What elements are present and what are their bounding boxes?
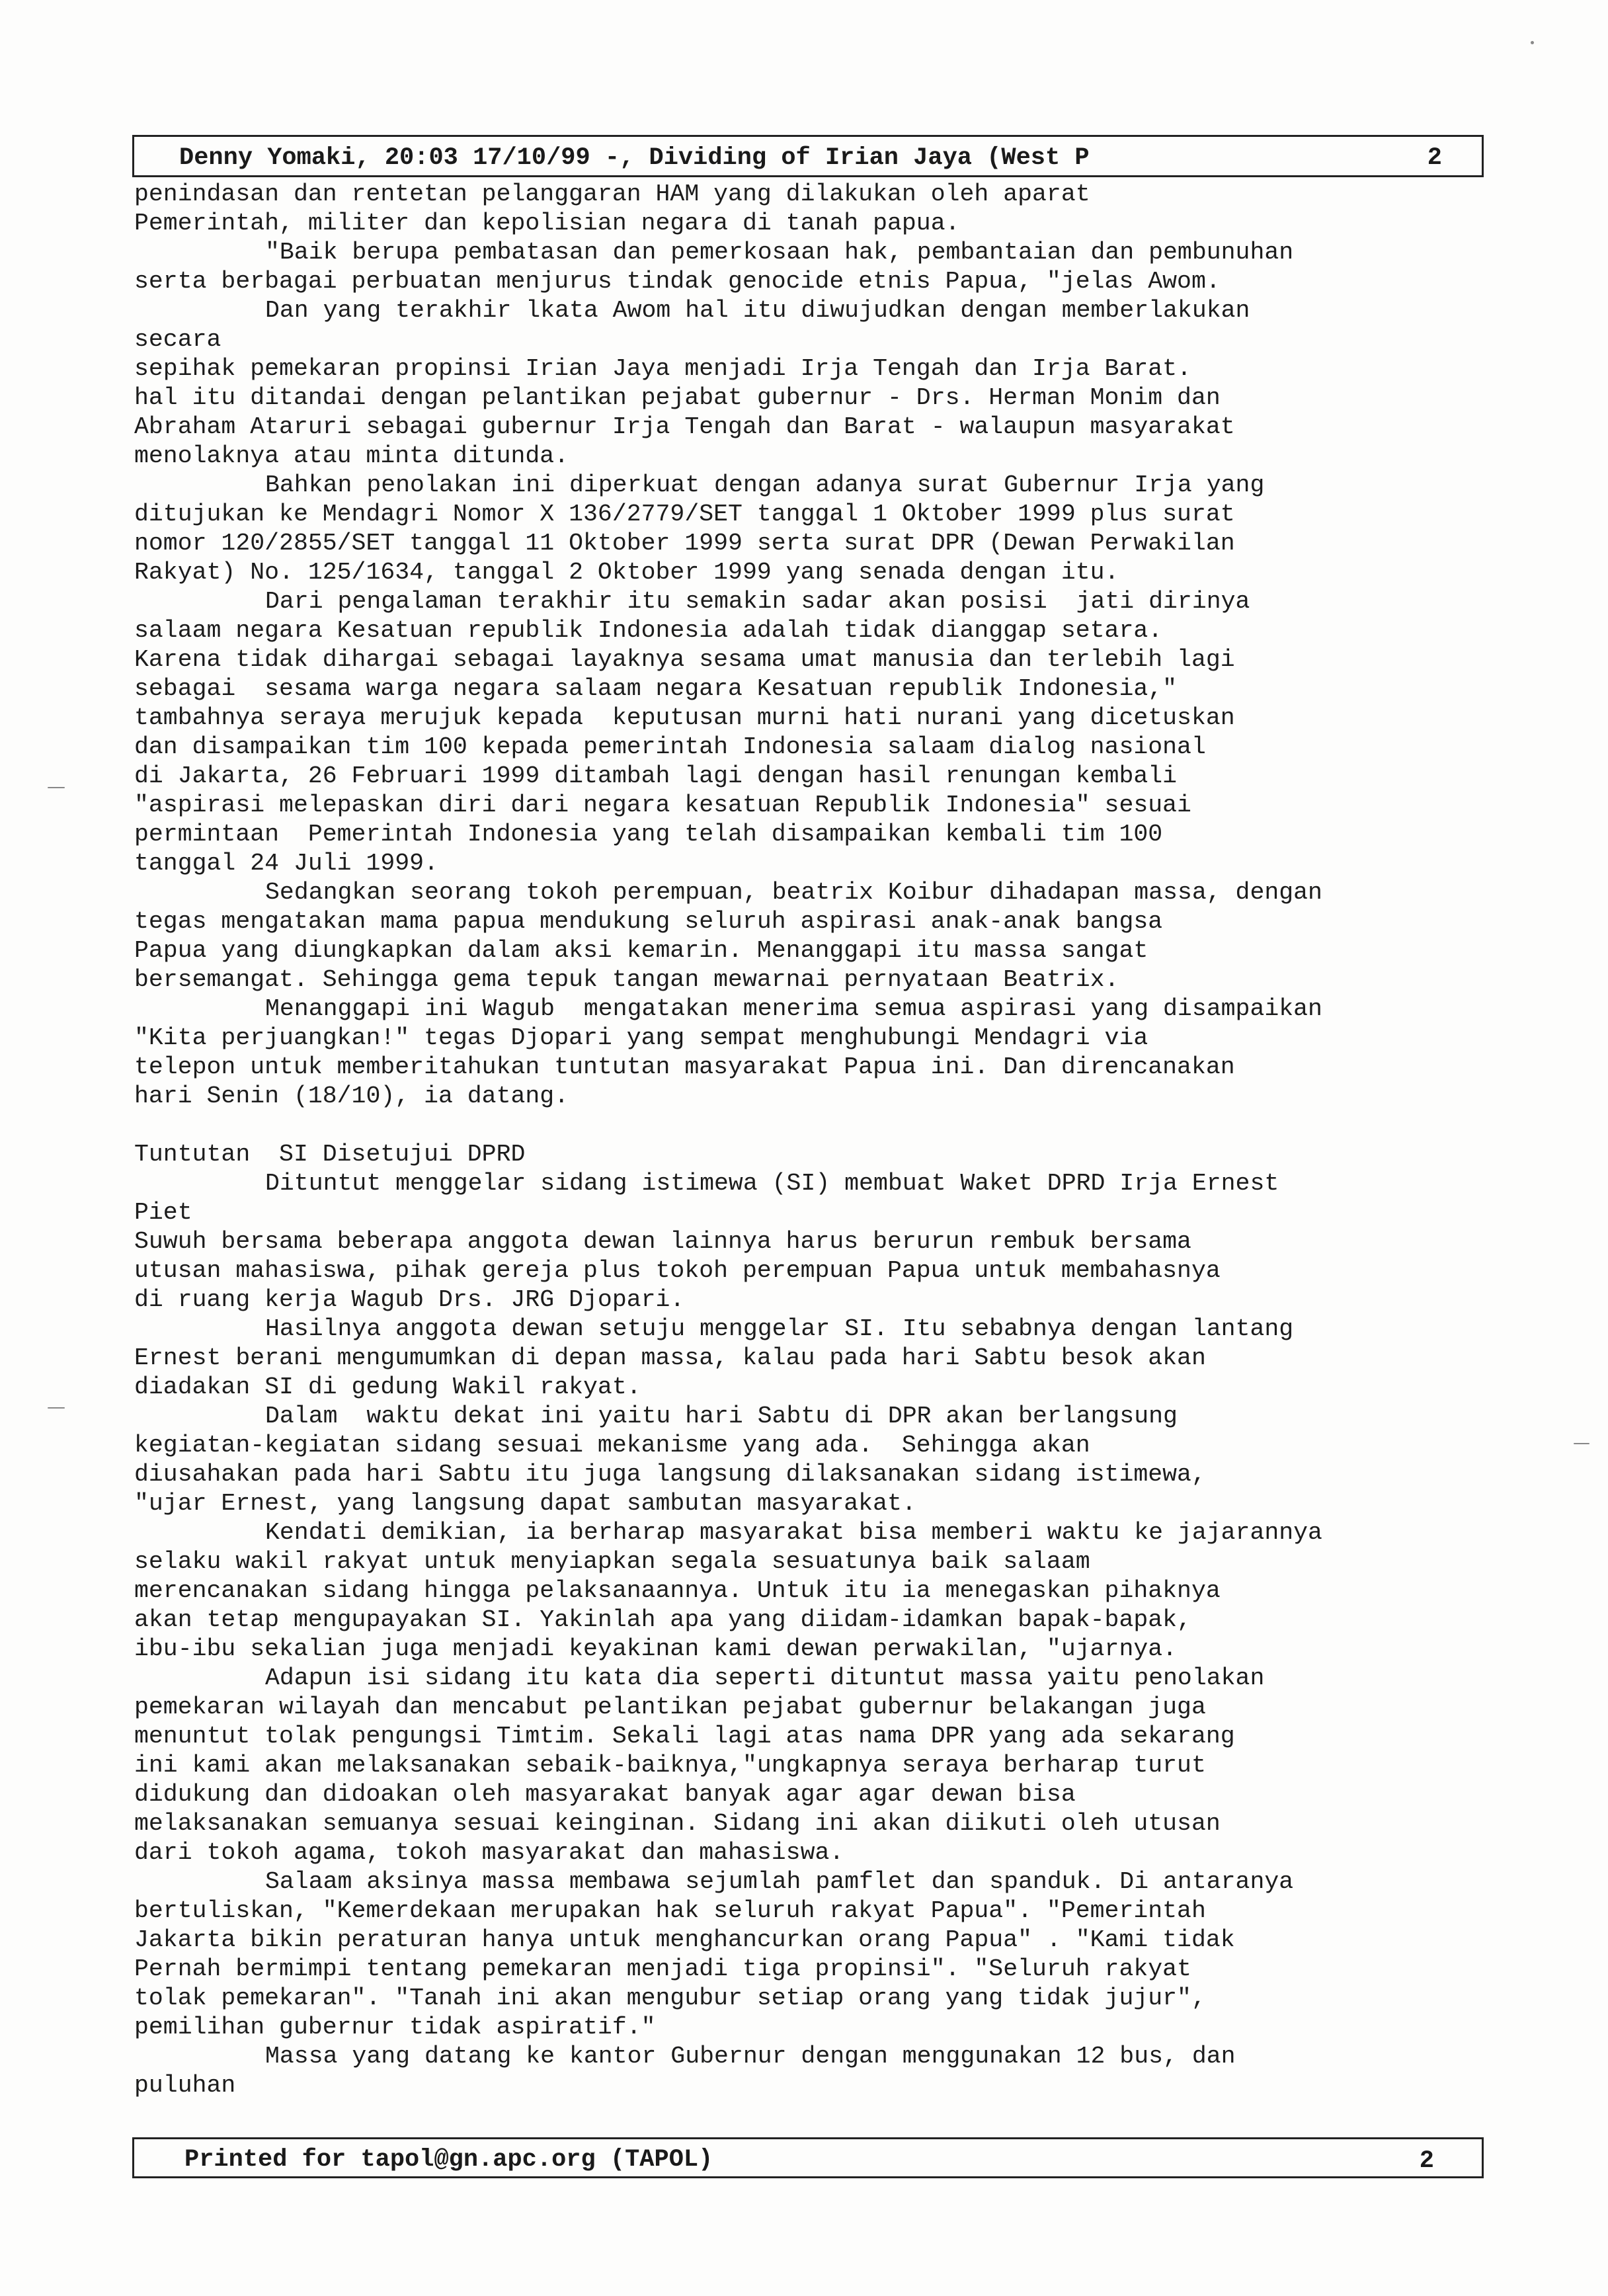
text-line: Dan yang terakhir lkata Awom hal itu diwujudkan dengan memberlakukan	[265, 297, 1250, 324]
footer-page-number: 2	[1419, 2147, 1434, 2175]
text-line: dari tokoh agama, tokoh masyarakat dan mahasiswa.	[134, 1839, 844, 1866]
text-line: Rakyat) No. 125/1634, tanggal 2 Oktober 1999 yang senada dengan itu.	[134, 559, 1119, 586]
text-line: Hasilnya anggota dewan setuju menggelar SI. Itu sebabnya dengan lantang	[265, 1315, 1294, 1342]
text-line: Dalam waktu dekat ini yaitu hari Sabtu di DPR akan berlangsung	[265, 1403, 1178, 1430]
text-line: diadakan SI di gedung Wakil rakyat.	[134, 1374, 641, 1401]
text-line: utusan mahasiswa, pihak gereja plus tokoh perempuan Papua untuk membahasnya	[134, 1257, 1221, 1284]
text-line: Adapun isi sidang itu kata dia seperti dituntut massa yaitu penolakan	[265, 1664, 1265, 1692]
text-line: Dituntut menggelar sidang istimewa (SI) membuat Waket DPRD Irja Ernest	[265, 1170, 1279, 1197]
text-line: tanggal 24 Juli 1999.	[134, 850, 438, 877]
text-line: sebagai sesama warga negara salaam negara Kesatuan republik Indonesia,"	[134, 675, 1178, 702]
text-line: Dari pengalaman terakhir itu semakin sadar akan posisi jati dirinya	[265, 588, 1250, 615]
text-line: Karena tidak dihargai sebagai layaknya sesama umat manusia dan terlebih lagi	[134, 646, 1235, 673]
text-line: serta berbagai perbuatan menjurus tindak genocide etnis Papua, "jelas Awom.	[134, 268, 1221, 295]
text-line: menolaknya atau minta ditunda.	[134, 442, 569, 470]
text-line: akan tetap mengupayakan SI. Yakinlah apa yang diidam-idamkan bapak-bapak,	[134, 1606, 1191, 1633]
text-line: telepon untuk memberitahukan tuntutan masyarakat Papua ini. Dan direncanakan	[134, 1053, 1235, 1081]
text-line: penindasan dan rentetan pelanggaran HAM yang dilakukan oleh aparat	[134, 181, 1090, 208]
text-line: Menanggapi ini Wagub mengatakan menerima semua aspirasi yang disampaikan	[265, 995, 1322, 1022]
scan-speck	[48, 1407, 65, 1409]
text-line: hari Senin (18/10), ia datang.	[134, 1083, 569, 1110]
text-line: Suwuh bersama beberapa anggota dewan lainnya harus berurun rembuk bersama	[134, 1228, 1191, 1255]
page-header	[132, 135, 1484, 177]
text-line: Piet	[134, 1199, 192, 1226]
text-line: melaksanakan semuanya sesuai keinginan. Sidang ini akan diikuti oleh utusan	[134, 1810, 1221, 1837]
text-line: kegiatan-kegiatan sidang sesuai mekanisme yang ada. Sehingga akan	[134, 1432, 1090, 1459]
text-line: tambahnya seraya merujuk kepada keputusan murni hati nurani yang dicetuskan	[134, 704, 1235, 731]
scan-speck	[48, 787, 65, 788]
text-line: Jakarta bikin peraturan hanya untuk menghancurkan orang Papua" . "Kami tidak	[134, 1926, 1235, 1953]
text-line: ini kami akan melaksanakan sebaik-baiknya,"ungkapnya seraya berharap turut	[134, 1752, 1206, 1779]
text-line: ibu-ibu sekalian juga menjadi keyakinan kami dewan perwakilan, "ujarnya.	[134, 1635, 1178, 1662]
text-line: pemilihan gubernur tidak aspiratif."	[134, 2014, 656, 2041]
text-line: menuntut tolak pengungsi Timtim. Sekali lagi atas nama DPR yang ada sekarang	[134, 1723, 1235, 1750]
text-line: bertuliskan, "Kemerdekaan merupakan hak seluruh rakyat Papua". "Pemerintah	[134, 1897, 1206, 1924]
text-line: Papua yang diungkapkan dalam aksi kemarin. Menanggapi itu massa sangat	[134, 937, 1148, 964]
text-line: di Jakarta, 26 Februari 1999 ditambah lagi dengan hasil renungan kembali	[134, 762, 1178, 790]
text-line: selaku wakil rakyat untuk menyiapkan segala sesuatunya baik salaam	[134, 1548, 1090, 1575]
text-line: "aspirasi melepaskan diri dari negara kesatuan Republik Indonesia" sesuai	[134, 792, 1191, 819]
text-line: Bahkan penolakan ini diperkuat dengan adanya surat Gubernur Irja yang	[265, 472, 1265, 499]
footer-text: Printed for tapol@gn.apc.org (TAPOL)	[184, 2146, 713, 2174]
text-line: Salaam aksinya massa membawa sejumlah pamflet dan spanduk. Di antaranya	[265, 1868, 1294, 1895]
text-line: "ujar Ernest, yang langsung dapat sambutan masyarakat.	[134, 1490, 916, 1517]
page-footer	[132, 2137, 1484, 2178]
text-line: Kendati demikian, ia berharap masyarakat bisa memberi waktu ke jajarannya	[265, 1519, 1322, 1546]
text-line: hal itu ditandai dengan pelantikan pejabat gubernur - Drs. Herman Monim dan	[134, 384, 1221, 411]
text-line: dan disampaikan tim 100 kepada pemerintah Indonesia salaam dialog nasional	[134, 733, 1206, 760]
text-line: tegas mengatakan mama papua mendukung seluruh aspirasi anak-anak bangsa	[134, 908, 1163, 935]
text-line: Ernest berani mengumumkan di depan massa, kalau pada hari Sabtu besok akan	[134, 1344, 1206, 1372]
text-line: didukung dan didoakan oleh masyarakat banyak agar agar dewan bisa	[134, 1781, 1076, 1808]
scan-speck	[1574, 1443, 1589, 1444]
text-line: diusahakan pada hari Sabtu itu juga langsung dilaksanakan sidang istimewa,	[134, 1461, 1206, 1488]
text-line: pemekaran wilayah dan mencabut pelantikan pejabat gubernur belakangan juga	[134, 1694, 1206, 1721]
text-line: Sedangkan seorang tokoh perempuan, beatrix Koibur dihadapan massa, dengan	[265, 879, 1322, 906]
text-line: bersemangat. Sehingga gema tepuk tangan mewarnai pernyataan Beatrix.	[134, 966, 1119, 993]
text-line: merencanakan sidang hingga pelaksanaannya. Untuk itu ia menegaskan pihaknya	[134, 1577, 1221, 1604]
text-line: tolak pemekaran". "Tanah ini akan mengubur setiap orang yang tidak jujur",	[134, 1985, 1206, 2012]
document-body	[134, 180, 1496, 2100]
text-line: secara	[134, 326, 221, 353]
header-page-number: 2	[1427, 144, 1442, 172]
header-title: Denny Yomaki, 20:03 17/10/99 -, Dividing of Irian Jaya (West P	[179, 144, 1090, 172]
text-line: di ruang kerja Wagub Drs. JRG Djopari.	[134, 1286, 685, 1313]
text-line: sepihak pemekaran propinsi Irian Jaya menjadi Irja Tengah dan Irja Barat.	[134, 355, 1191, 382]
text-line: "Baik berupa pembatasan dan pemerkosaan hak, pembantaian dan pembunuhan	[265, 239, 1294, 266]
text-line: "Kita perjuangkan!" tegas Djopari yang sempat menghubungi Mendagri via	[134, 1024, 1148, 1051]
text-line: Pernah bermimpi tentang pemekaran menjadi tiga propinsi". "Seluruh rakyat	[134, 1955, 1191, 1983]
text-line: puluhan	[134, 2072, 236, 2099]
text-line: salaam negara Kesatuan republik Indonesia adalah tidak dianggap setara.	[134, 617, 1163, 644]
text-line: ditujukan ke Mendagri Nomor X 136/2779/SET tanggal 1 Oktober 1999 plus surat	[134, 501, 1235, 528]
text-line	[134, 1111, 1496, 1140]
text-line: nomor 120/2855/SET tanggal 11 Oktober 1999 serta surat DPR (Dewan Perwakilan	[134, 530, 1235, 557]
scan-speck	[1531, 41, 1534, 44]
text-line: Abraham Atаruri sebagai gubernur Irja Tengah dan Barat - walaupun masyarakat	[134, 413, 1235, 440]
text-line: Pemerintah, militer dan kepolisian negara di tanah papua.	[134, 210, 960, 237]
text-line: permintaan Pemerintah Indonesia yang telah disampaikan kembali tim 100	[134, 821, 1163, 848]
text-line: Massa yang datang ke kantor Gubernur dengan menggunakan 12 bus, dan	[265, 2043, 1236, 2070]
text-line: Tuntutan SI Disetujui DPRD	[134, 1141, 526, 1168]
